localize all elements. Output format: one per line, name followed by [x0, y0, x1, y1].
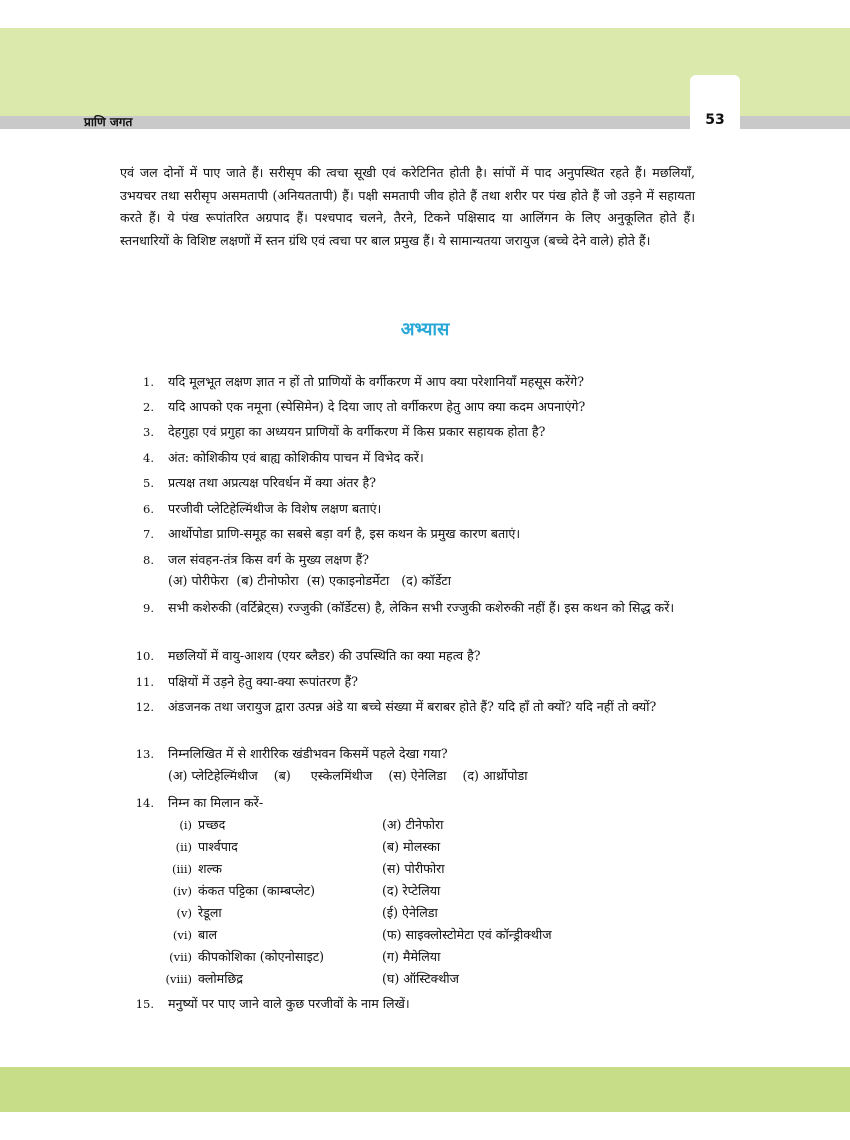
- match-right: (घ) ऑस्टिक्थीज: [382, 971, 459, 986]
- match-row: [120, 814, 720, 836]
- match-right: (अ) टीनेफोरा: [382, 817, 444, 832]
- question-number: 2.: [143, 400, 154, 414]
- match-left: शल्क: [198, 861, 222, 876]
- match-row: [120, 902, 720, 924]
- match-left: प्रच्छद: [198, 817, 226, 832]
- match-roman: (vi): [172, 928, 192, 942]
- question-options: (अ) प्लेटिहेल्मिंथीज (ब) एस्केलमिंथीज (स) ऐनेलिडा (द) आर्थ्रोपोडा: [168, 768, 528, 783]
- question-number: 9.: [143, 601, 154, 615]
- question-text: प्रत्यक्ष तथा अप्रत्यक्ष परिवर्धन में क्या अंतर है?: [168, 475, 376, 490]
- match-right: (द) रेप्टेलिया: [382, 883, 441, 898]
- question-number: 15.: [135, 997, 154, 1011]
- match-roman: (vii): [169, 950, 192, 964]
- exercise-heading: अभ्यास: [400, 319, 450, 340]
- question-number: 3.: [143, 425, 154, 439]
- question-number: 7.: [143, 527, 154, 541]
- question-text: मनुष्यों पर पाए जाने वाले कुछ परजीवों के नाम लिखें।: [168, 996, 410, 1011]
- question-number: 10.: [135, 649, 154, 663]
- match-roman: (v): [176, 906, 192, 920]
- question-text: मछलियों में वायु-आशय (एयर ब्लैडर) की उपस्थिति का क्या महत्व है?: [168, 648, 481, 663]
- question-text: निम्न का मिलान करें-: [168, 795, 264, 810]
- match-roman: (ii): [175, 840, 192, 854]
- question-text: जल संवहन-तंत्र किस वर्ग के मुख्य लक्षण हैं?: [168, 552, 370, 567]
- intro-paragraph: एवं जल दोनों में पाए जाते हैं। सरीसृप की त्वचा सूखी एवं करेटिनित होती है। सांपों में पाद अनुपस्थित रहते हैं। मछलियाँ, उभयचर तथा सरीसृप असमतापी (अनियततापी) हैं। पक्षी समतापी जीव होते हैं तथा शरीर पर पंख होते हैं जो उड़ने में सहायता करते हैं। ये पंख रूपांतरित अग्रपाद हैं। पश्चपाद चलने, तैरने, टिकने पक्षिसाद या आलिंगन के लिए अनुकूलित होते हैं। स्तनधारियों के विशिष्ट लक्षणों में स्तन ग्रंथि एवं त्वचा पर बाल प्रमुख हैं। ये सामान्यतया जरायुज (बच्चे देने वाले) होते हैं।: [120, 165, 695, 248]
- question-number: 8.: [143, 553, 154, 567]
- page-number: 53: [705, 112, 725, 128]
- match-right: (ई) ऐनेलिडा: [382, 905, 438, 920]
- question-number: 5.: [143, 476, 154, 490]
- question-number: 13.: [135, 747, 154, 761]
- match-left: कंकत पट्टिका (काम्बप्लेट): [198, 883, 316, 898]
- footer-band: [0, 1067, 850, 1112]
- match-row: [120, 924, 720, 946]
- question-text: अंत: कोशिकीय एवं बाह्य कोशिकीय पाचन में विभेद करें।: [168, 450, 424, 465]
- match-right: (स) पोरीफोरा: [382, 861, 445, 876]
- match-row: [120, 858, 720, 880]
- match-row: [120, 836, 720, 858]
- match-right: (ग) मैमेलिया: [382, 949, 441, 964]
- match-left: क्लोमछिद्र: [198, 971, 243, 986]
- question-text: देहगुहा एवं प्रगुहा का अध्ययन प्राणियों के वर्गीकरण में किस प्रकार सहायक होता है?: [168, 424, 546, 439]
- question-text: निम्नलिखित में से शारीरिक खंडीभवन किसमें पहले देखा गया?: [168, 746, 448, 761]
- question-text: आर्थोपोडा प्राणि-समूह का सबसे बड़ा वर्ग है, इस कथन के प्रमुख कारण बताएं।: [168, 526, 521, 541]
- question-text: परजीवी प्लेटिहेल्मिंथीज के विशेष लक्षण बताएं।: [168, 501, 382, 516]
- question-text: सभी कशेरुकी (वर्टिब्रेट्स) रज्जुकी (कॉर्डेटस) है, लेकिन सभी रज्जुकी कशेरुकी नहीं हैं। इस कथन को सिद्ध करें।: [168, 600, 675, 615]
- question-number: 12.: [135, 700, 154, 714]
- question-number: 4.: [143, 451, 154, 465]
- question-text: यदि आपको एक नमूना (स्पेसिमेन) दे दिया जाए तो वर्गीकरण हेतु आप क्या कदम अपनाएंगे?: [168, 399, 586, 414]
- question-number: 14.: [135, 796, 154, 810]
- match-left: पार्श्वपाद: [198, 839, 238, 854]
- match-row: [120, 880, 720, 902]
- question-number: 1.: [143, 375, 154, 389]
- question-number: 6.: [143, 502, 154, 516]
- match-left: रेडूला: [198, 905, 222, 920]
- match-left: कीपकोशिका (कोएनोसाइट): [198, 949, 325, 964]
- question-options: (अ) पोरीफेरा (ब) टीनोफोरा (स) एकाइनोडर्मेटा (द) कॉर्डेटा: [168, 573, 452, 588]
- match-right: (फ) साइक्लोस्टोमेटा एवं कॉन्ड्रीक्थीज: [382, 927, 552, 942]
- match-roman: (i): [179, 818, 192, 832]
- question-text: यदि मूलभूत लक्षण ज्ञात न हों तो प्राणियों के वर्गीकरण में आप क्या परेशानियाँ महसूस करेंगे?: [168, 374, 584, 389]
- match-right: (ब) मोलस्का: [382, 839, 441, 854]
- question-text: अंडजनक तथा जरायुज द्वारा उत्पन्न अंडे या बच्चे संख्या में बराबर होते हैं? यदि हाँ तो क्यों? यदि नहीं तो क्यों?: [168, 699, 657, 714]
- match-roman: (iv): [172, 884, 192, 898]
- match-row: [120, 946, 720, 968]
- match-roman: (viii): [165, 972, 192, 986]
- question-text: पक्षियों में उड़ने हेतु क्या-क्या रूपांतरण हैं?: [168, 674, 358, 689]
- match-left: बाल: [198, 927, 217, 942]
- match-roman: (iii): [171, 862, 192, 876]
- match-row: [120, 968, 720, 990]
- chapter-title: प्राणि जगत: [84, 115, 133, 129]
- question-number: 11.: [135, 675, 154, 689]
